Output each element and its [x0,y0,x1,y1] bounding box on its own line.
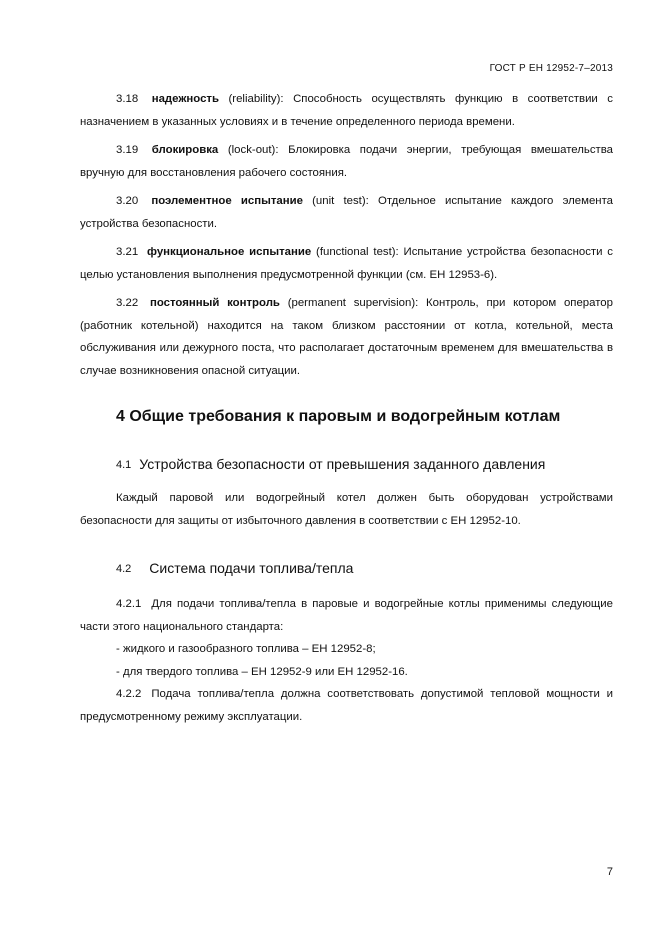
definition-3-22 [80,292,613,382]
section-title: Устройства безопасности от превышения заданного давления [139,456,546,472]
clause-number: 4.2.2 [116,688,142,700]
term: постоянный контроль [149,297,280,309]
definition-text: (unit test): Отдельное испытание каждого элемента устройства безопасности. [80,195,613,230]
definition-text: (lock-out): Блокировка подачи энергии, требующая вмешательства вручную для восстановления рабочего состояния. [80,144,613,179]
clause-number: 3.19 [116,144,139,156]
clause-number: 3.20 [116,195,139,207]
clause-number: 3.18 [116,93,139,105]
page-number: 7 [606,866,613,878]
section-4-1-text: Каждый паровой или водогрейный котел должен быть оборудован устройствами безопасности для защиты от избыточного давления в соответствии с ЕН 12952-10. [80,492,613,527]
list-item: - для твердого топлива – ЕН 12952-9 или ЕН 12952-16. [116,665,408,678]
clause-number: 3.22 [116,297,139,309]
definition-text: (reliability): Способность осуществлять функцию в соответствии с назначением в указанных условиях и в течение определенного периода времени. [80,93,613,128]
clause-text: Для подачи топлива/тепла в паровые и водогрейные котлы применимы следующие части этого национального стандарта: [80,598,613,633]
document-code-header: ГОСТ Р ЕН 12952-7–2013 [489,63,613,74]
list-item: - жидкого и газообразного топлива – ЕН 12952-8; [116,643,376,655]
section-4-1-heading [80,454,613,475]
definition-3-20 [80,190,613,235]
term: блокировка [151,144,219,156]
definition-text: (functional test): Испытание устройства безопасности с целью установления выполнения предусмотренной функции (см. ЕН 12953-6). [80,246,614,281]
section-4-2-heading [80,558,613,579]
clause-number: 3.21 [116,246,139,258]
term: функциональное испытание [147,246,312,258]
page-content [80,88,613,734]
clause-number: 4.2.1 [116,598,142,610]
section-number: 4.2 [116,563,132,575]
spacer [80,579,613,593]
definition-3-21 [80,241,613,286]
term: надежность [151,93,219,105]
term: поэлементное испытание [151,195,303,207]
spacer [80,475,613,487]
clause-4-2-1 [80,593,613,638]
definition-3-19 [80,139,613,184]
definition-text: (permanent supervision): Контроль, при котором оператор (работник котельной) находится на таком близком расстоянии от котла, котельной, места обслуживания или дежурного поста, что располагает достаточным временем для вмешательства в случае возникновения опасной ситуации. [80,297,613,377]
section-4-heading: 4 Общие требования к паровым и водогрейным котлам [116,408,561,425]
section-title: Система подачи топлива/тепла [149,560,354,576]
section-number: 4.1 [116,459,132,471]
definition-3-18 [80,88,613,133]
clause-text: Подача топлива/тепла должна соответствовать допустимой тепловой мощности и предусмотренному режиму эксплуатации. [80,688,613,723]
clause-4-2-2 [80,683,613,728]
